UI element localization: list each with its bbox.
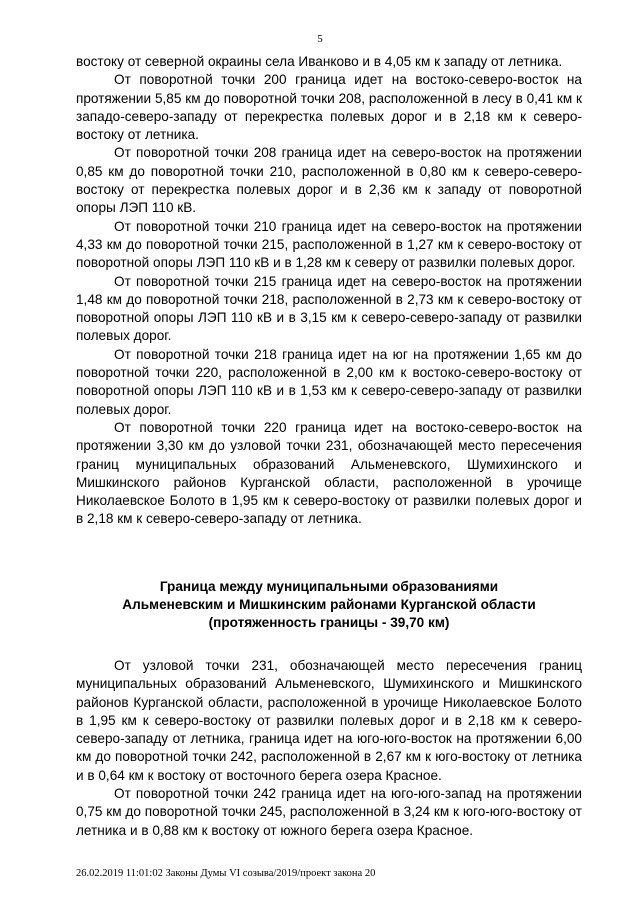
document-body-bottom [76, 657, 582, 840]
section-heading-line-1: Граница между муниципальными образованиями [159, 579, 499, 594]
paragraph-point-231: От узловой точки 231, обозначающей место пересечения границ муниципальных образований Альменевского, Шумихинского и Мишкинского районов Курганской области, расположенной в урочище Николаевское Болото в 1,95 км к северо-востоку от развилки полевых дорог и в 2,18 км к северо-северо-западу от летника, граница идет на юго-юго-восток на протяжении 6,00 км до поворотной точки 242, расположенной в 2,67 км к юго-востоку от летника и в 0,64 км к востоку от восточного берега озера Красное. [76, 658, 582, 783]
paragraph-continuation: востоку от северной окраины села Иванково и в 4,05 км к западу от летника. [76, 54, 563, 69]
paragraph-point-220: От поворотной точки 220 граница идет на востоко-северо-восток на протяжении 3,30 км до узловой точки 231, обозначающей место пересечения границ муниципальных образований Альменевского, Шумихинского и Мишкинского районов Курганской области, расположенной в урочище Николаевское Болото в 1,95 км к северо-востоку от развилки полевых дорог и в 2,18 км к северо-северо-западу от летника. [76, 419, 582, 527]
page-number: 5 [317, 33, 323, 45]
paragraph-point-208: От поворотной точки 208 граница идет на северо-восток на протяжении 0,85 км до поворотной точки 210, расположенной в 0,80 км к северо-северо-востоку от перекрестка полевых дорог и в 2,36 км к западу от поворотной опоры ЛЭП 110 кВ. [76, 145, 582, 216]
section-heading-line-2: Альменевским и Мишкинским районами Курганской области [122, 597, 536, 612]
paragraph-point-215: От поворотной точки 215 граница идет на северо-восток на протяжении 1,48 км до поворотной точки 218, расположенной в 2,73 км к северо-востоку от поворотной опоры ЛЭП 110 кВ и в 3,15 км к северо-северо-западу от развилки полевых дорог. [76, 273, 582, 344]
section-heading-line-3: (протяженность границы - 39,70 км) [208, 615, 450, 630]
footer-stamp: 26.02.2019 11:01:02 Законы Думы VI созыва/2019/проект закона 20 [76, 868, 376, 879]
paragraph-point-200: От поворотной точки 200 граница идет на востоко-северо-восток на протяжении 5,85 км до поворотной точки 208, расположенной в лесу в 0,41 км к западо-северо-западу от перекрестка полевых дорог и в 2,18 км к северо-востоку от летника. [76, 72, 582, 143]
paragraph-point-210: От поворотной точки 210 граница идет на северо-восток на протяжении 4,33 км до поворотной точки 215, расположенной в 1,27 км к северо-востоку от поворотной опоры ЛЭП 110 кВ и в 1,28 км к северу от развилки полевых дорог. [76, 218, 582, 271]
section-heading [76, 578, 582, 632]
document-body-top [76, 53, 582, 529]
paragraph-point-242: От поворотной точки 242 граница идет на юго-юго-запад на протяжении 0,75 км до поворотной точки 245, расположенной в 3,24 км к юго-юго-востоку от летника и в 0,88 км к востоку от южного берега озера Красное. [76, 786, 582, 838]
paragraph-point-218: От поворотной точки 218 граница идет на юг на протяжении 1,65 км до поворотной точки 220, расположенной в 2,00 км к востоко-северо-востоку от поворотной опоры ЛЭП 110 кВ и в 1,53 км к северо-северо-западу от развилки полевых дорог. [76, 346, 582, 417]
